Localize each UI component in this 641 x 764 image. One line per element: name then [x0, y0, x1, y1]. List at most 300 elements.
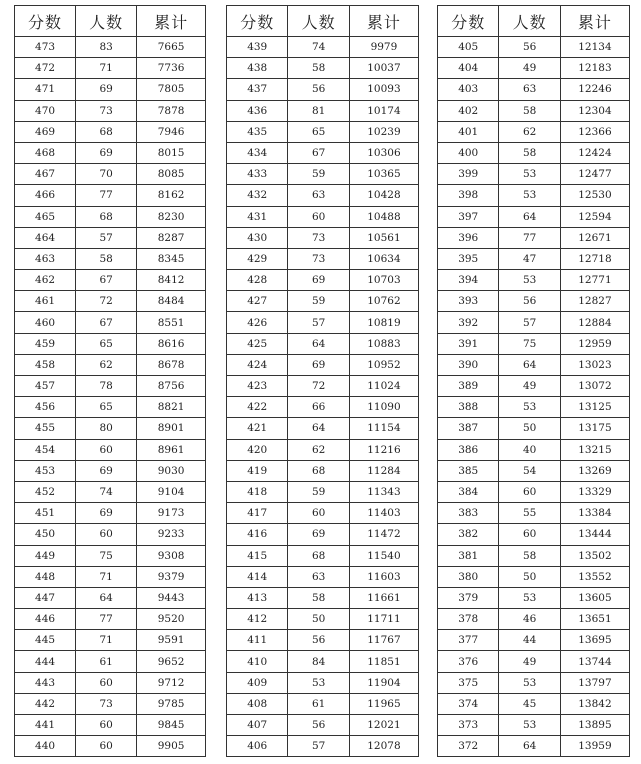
- table-row: [438, 545, 630, 566]
- cumulative-cell: 10952: [349, 354, 418, 375]
- score-cell: 469: [15, 121, 76, 142]
- count-cell: 60: [288, 503, 349, 524]
- score-cell: 394: [438, 270, 499, 291]
- score-cell: 376: [438, 651, 499, 672]
- table-row: [15, 397, 206, 418]
- score-cell: 456: [15, 397, 76, 418]
- cumulative-cell: 13895: [560, 715, 629, 736]
- count-cell: 69: [76, 460, 137, 481]
- score-cell: 427: [227, 291, 288, 312]
- cumulative-cell: 9443: [137, 587, 206, 608]
- score-cell: 435: [227, 121, 288, 142]
- score-cell: 392: [438, 312, 499, 333]
- cumulative-cell: 12594: [560, 206, 629, 227]
- count-cell: 57: [288, 312, 349, 333]
- table-row: [438, 312, 630, 333]
- table-row: [15, 100, 206, 121]
- score-cell: 399: [438, 164, 499, 185]
- table-row: [15, 736, 206, 757]
- header-count: 人数: [76, 6, 137, 37]
- score-cell: 462: [15, 270, 76, 291]
- count-cell: 75: [76, 545, 137, 566]
- table-row: [227, 460, 419, 481]
- cumulative-cell: 10819: [349, 312, 418, 333]
- table-row: [15, 58, 206, 79]
- count-cell: 50: [499, 418, 560, 439]
- table-row: [15, 79, 206, 100]
- table-row: [438, 100, 630, 121]
- count-cell: 68: [288, 460, 349, 481]
- table-row: [227, 227, 419, 248]
- cumulative-cell: 12134: [560, 37, 629, 58]
- score-cell: 423: [227, 376, 288, 397]
- count-cell: 71: [76, 58, 137, 79]
- table-row: [15, 460, 206, 481]
- cumulative-cell: 12959: [560, 333, 629, 354]
- count-cell: 71: [76, 630, 137, 651]
- table-row: [15, 333, 206, 354]
- table-row: [227, 333, 419, 354]
- cumulative-cell: 11090: [349, 397, 418, 418]
- score-cell: 445: [15, 630, 76, 651]
- cumulative-cell: 9785: [137, 693, 206, 714]
- score-cell: 466: [15, 185, 76, 206]
- score-cell: 473: [15, 37, 76, 58]
- score-cell: 424: [227, 354, 288, 375]
- cumulative-cell: 8678: [137, 354, 206, 375]
- table-row: [15, 227, 206, 248]
- table-row: [227, 312, 419, 333]
- score-table-2: [226, 5, 419, 757]
- table-row: [227, 545, 419, 566]
- count-cell: 80: [76, 418, 137, 439]
- count-cell: 73: [288, 248, 349, 269]
- table-row: [227, 609, 419, 630]
- table-row: [227, 503, 419, 524]
- score-cell: 377: [438, 630, 499, 651]
- count-cell: 69: [76, 503, 137, 524]
- cumulative-cell: 8345: [137, 248, 206, 269]
- score-cell: 400: [438, 142, 499, 163]
- table-row: [227, 79, 419, 100]
- table-row: [438, 587, 630, 608]
- table-row: [227, 376, 419, 397]
- cumulative-cell: 13072: [560, 376, 629, 397]
- table-row: [227, 100, 419, 121]
- table-row: [438, 227, 630, 248]
- cumulative-cell: 12366: [560, 121, 629, 142]
- count-cell: 60: [76, 672, 137, 693]
- cumulative-cell: 9905: [137, 736, 206, 757]
- count-cell: 50: [288, 609, 349, 630]
- score-cell: 428: [227, 270, 288, 291]
- count-cell: 67: [76, 312, 137, 333]
- score-cell: 437: [227, 79, 288, 100]
- count-cell: 59: [288, 291, 349, 312]
- cumulative-cell: 12183: [560, 58, 629, 79]
- count-cell: 72: [76, 291, 137, 312]
- cumulative-cell: 13797: [560, 672, 629, 693]
- cumulative-cell: 9712: [137, 672, 206, 693]
- table-row: [438, 566, 630, 587]
- table-row: [438, 333, 630, 354]
- score-cell: 468: [15, 142, 76, 163]
- score-cell: 381: [438, 545, 499, 566]
- cumulative-cell: 7665: [137, 37, 206, 58]
- score-table-3: [437, 5, 630, 757]
- header-score: 分数: [227, 6, 288, 37]
- count-cell: 83: [76, 37, 137, 58]
- score-cell: 375: [438, 672, 499, 693]
- table-row: [227, 270, 419, 291]
- count-cell: 63: [288, 566, 349, 587]
- score-cell: 453: [15, 460, 76, 481]
- score-cell: 458: [15, 354, 76, 375]
- header-cumulative: 累计: [137, 6, 206, 37]
- table-row: [227, 418, 419, 439]
- cumulative-cell: 11661: [349, 587, 418, 608]
- cumulative-cell: 8015: [137, 142, 206, 163]
- cumulative-cell: 12671: [560, 227, 629, 248]
- score-cell: 436: [227, 100, 288, 121]
- cumulative-cell: 12021: [349, 715, 418, 736]
- cumulative-cell: 11024: [349, 376, 418, 397]
- cumulative-cell: 8901: [137, 418, 206, 439]
- score-cell: 438: [227, 58, 288, 79]
- cumulative-cell: 8484: [137, 291, 206, 312]
- score-cell: 402: [438, 100, 499, 121]
- score-cell: 380: [438, 566, 499, 587]
- table-row: [227, 142, 419, 163]
- cumulative-cell: 13444: [560, 524, 629, 545]
- header-cumulative: 累计: [560, 6, 629, 37]
- cumulative-cell: 8616: [137, 333, 206, 354]
- count-cell: 57: [499, 312, 560, 333]
- table-row: [438, 185, 630, 206]
- count-cell: 63: [288, 185, 349, 206]
- cumulative-cell: 13502: [560, 545, 629, 566]
- score-cell: 406: [227, 736, 288, 757]
- count-cell: 58: [499, 142, 560, 163]
- count-cell: 53: [499, 715, 560, 736]
- table-row: [15, 164, 206, 185]
- score-cell: 446: [15, 609, 76, 630]
- count-cell: 65: [288, 121, 349, 142]
- count-cell: 61: [76, 651, 137, 672]
- score-cell: 390: [438, 354, 499, 375]
- count-cell: 64: [499, 206, 560, 227]
- score-cell: 422: [227, 397, 288, 418]
- count-cell: 69: [288, 524, 349, 545]
- score-cell: 421: [227, 418, 288, 439]
- cumulative-cell: 9979: [349, 37, 418, 58]
- count-cell: 75: [499, 333, 560, 354]
- score-cell: 457: [15, 376, 76, 397]
- count-cell: 68: [288, 545, 349, 566]
- count-cell: 40: [499, 439, 560, 460]
- count-cell: 67: [288, 142, 349, 163]
- cumulative-cell: 11851: [349, 651, 418, 672]
- score-cell: 420: [227, 439, 288, 460]
- table-row: [438, 672, 630, 693]
- cumulative-cell: 13384: [560, 503, 629, 524]
- table-row: [15, 503, 206, 524]
- cumulative-cell: 13023: [560, 354, 629, 375]
- table-row: [15, 418, 206, 439]
- table-row: [438, 503, 630, 524]
- table-row: [15, 37, 206, 58]
- table-row: [438, 37, 630, 58]
- score-cell: 442: [15, 693, 76, 714]
- count-cell: 55: [499, 503, 560, 524]
- score-cell: 410: [227, 651, 288, 672]
- cumulative-cell: 11284: [349, 460, 418, 481]
- cumulative-cell: 9379: [137, 566, 206, 587]
- count-cell: 62: [288, 439, 349, 460]
- table-row: [15, 291, 206, 312]
- count-cell: 77: [76, 609, 137, 630]
- count-cell: 60: [499, 524, 560, 545]
- count-cell: 74: [76, 481, 137, 502]
- cumulative-cell: 12530: [560, 185, 629, 206]
- score-cell: 433: [227, 164, 288, 185]
- score-cell: 383: [438, 503, 499, 524]
- score-cell: 378: [438, 609, 499, 630]
- table-row: [227, 354, 419, 375]
- count-cell: 47: [499, 248, 560, 269]
- score-cell: 382: [438, 524, 499, 545]
- count-cell: 81: [288, 100, 349, 121]
- score-cell: 417: [227, 503, 288, 524]
- score-cell: 452: [15, 481, 76, 502]
- table-row: [15, 566, 206, 587]
- table-row: [438, 460, 630, 481]
- count-cell: 49: [499, 58, 560, 79]
- score-cell: 441: [15, 715, 76, 736]
- score-cell: 434: [227, 142, 288, 163]
- score-cell: 470: [15, 100, 76, 121]
- table-row: [227, 672, 419, 693]
- count-cell: 70: [76, 164, 137, 185]
- score-cell: 418: [227, 481, 288, 502]
- count-cell: 57: [76, 227, 137, 248]
- score-cell: 388: [438, 397, 499, 418]
- count-cell: 49: [499, 376, 560, 397]
- cumulative-cell: 12718: [560, 248, 629, 269]
- count-cell: 68: [76, 121, 137, 142]
- score-cell: 391: [438, 333, 499, 354]
- score-table-1: [14, 5, 206, 757]
- table-row: [438, 630, 630, 651]
- table-row: [438, 121, 630, 142]
- table-row: [227, 206, 419, 227]
- score-cell: 401: [438, 121, 499, 142]
- score-cell: 439: [227, 37, 288, 58]
- count-cell: 78: [76, 376, 137, 397]
- header-row: [227, 6, 419, 37]
- score-cell: 408: [227, 693, 288, 714]
- cumulative-cell: 11904: [349, 672, 418, 693]
- cumulative-cell: 11343: [349, 481, 418, 502]
- header-count: 人数: [499, 6, 560, 37]
- score-cell: 459: [15, 333, 76, 354]
- cumulative-cell: 11711: [349, 609, 418, 630]
- table-row: [438, 609, 630, 630]
- count-cell: 58: [499, 100, 560, 121]
- table-row: [227, 291, 419, 312]
- cumulative-cell: 12827: [560, 291, 629, 312]
- cumulative-cell: 13959: [560, 736, 629, 757]
- table-row: [227, 630, 419, 651]
- table-row: [15, 312, 206, 333]
- cumulative-cell: 10174: [349, 100, 418, 121]
- table-row: [227, 58, 419, 79]
- count-cell: 69: [288, 270, 349, 291]
- table-row: [227, 121, 419, 142]
- header-cumulative: 累计: [349, 6, 418, 37]
- count-cell: 84: [288, 651, 349, 672]
- table-row: [15, 545, 206, 566]
- cumulative-cell: 9308: [137, 545, 206, 566]
- score-cell: 372: [438, 736, 499, 757]
- cumulative-cell: 11767: [349, 630, 418, 651]
- cumulative-cell: 9104: [137, 481, 206, 502]
- table-row: [15, 672, 206, 693]
- table-row: [15, 693, 206, 714]
- count-cell: 53: [499, 164, 560, 185]
- score-cell: 426: [227, 312, 288, 333]
- count-cell: 69: [76, 142, 137, 163]
- cumulative-cell: 13605: [560, 587, 629, 608]
- score-cell: 385: [438, 460, 499, 481]
- score-cell: 443: [15, 672, 76, 693]
- count-cell: 64: [499, 736, 560, 757]
- table-row: [438, 79, 630, 100]
- score-cell: 419: [227, 460, 288, 481]
- table-row: [15, 185, 206, 206]
- count-cell: 60: [76, 439, 137, 460]
- cumulative-cell: 7946: [137, 121, 206, 142]
- count-cell: 64: [76, 587, 137, 608]
- count-cell: 64: [288, 418, 349, 439]
- score-cell: 414: [227, 566, 288, 587]
- table-row: [227, 397, 419, 418]
- count-cell: 58: [288, 587, 349, 608]
- table-row: [438, 354, 630, 375]
- cumulative-cell: 10239: [349, 121, 418, 142]
- count-cell: 45: [499, 693, 560, 714]
- count-cell: 72: [288, 376, 349, 397]
- cumulative-cell: 10037: [349, 58, 418, 79]
- score-cell: 461: [15, 291, 76, 312]
- cumulative-cell: 9173: [137, 503, 206, 524]
- table-row: [438, 270, 630, 291]
- cumulative-cell: 13695: [560, 630, 629, 651]
- count-cell: 63: [499, 79, 560, 100]
- count-cell: 60: [499, 481, 560, 502]
- count-cell: 62: [76, 354, 137, 375]
- count-cell: 58: [76, 248, 137, 269]
- score-cell: 415: [227, 545, 288, 566]
- score-cell: 398: [438, 185, 499, 206]
- table-row: [15, 630, 206, 651]
- score-cell: 416: [227, 524, 288, 545]
- table-row: [438, 439, 630, 460]
- table-row: [15, 354, 206, 375]
- score-cell: 384: [438, 481, 499, 502]
- score-cell: 374: [438, 693, 499, 714]
- table-row: [227, 715, 419, 736]
- count-cell: 77: [499, 227, 560, 248]
- table-row: [15, 439, 206, 460]
- table-row: [438, 142, 630, 163]
- score-cell: 472: [15, 58, 76, 79]
- cumulative-cell: 9030: [137, 460, 206, 481]
- table-row: [227, 587, 419, 608]
- count-cell: 57: [288, 736, 349, 757]
- score-cell: 464: [15, 227, 76, 248]
- score-cell: 467: [15, 164, 76, 185]
- score-cell: 404: [438, 58, 499, 79]
- cumulative-cell: 13552: [560, 566, 629, 587]
- score-cell: 454: [15, 439, 76, 460]
- cumulative-cell: 13215: [560, 439, 629, 460]
- cumulative-cell: 12304: [560, 100, 629, 121]
- score-cell: 397: [438, 206, 499, 227]
- table-row: [227, 736, 419, 757]
- score-cell: 425: [227, 333, 288, 354]
- score-cell: 373: [438, 715, 499, 736]
- cumulative-cell: 11540: [349, 545, 418, 566]
- table-row: [15, 587, 206, 608]
- cumulative-cell: 10306: [349, 142, 418, 163]
- score-cell: 463: [15, 248, 76, 269]
- score-cell: 411: [227, 630, 288, 651]
- count-cell: 56: [499, 37, 560, 58]
- table-row: [438, 736, 630, 757]
- score-cell: 465: [15, 206, 76, 227]
- score-cell: 396: [438, 227, 499, 248]
- count-cell: 53: [288, 672, 349, 693]
- count-cell: 64: [499, 354, 560, 375]
- count-cell: 56: [288, 715, 349, 736]
- table-row: [15, 270, 206, 291]
- table-row: [227, 693, 419, 714]
- count-cell: 56: [288, 79, 349, 100]
- cumulative-cell: 13125: [560, 397, 629, 418]
- cumulative-cell: 12246: [560, 79, 629, 100]
- table-row: [227, 481, 419, 502]
- cumulative-cell: 8551: [137, 312, 206, 333]
- score-cell: 395: [438, 248, 499, 269]
- count-cell: 69: [76, 79, 137, 100]
- table-row: [15, 609, 206, 630]
- count-cell: 65: [76, 397, 137, 418]
- header-count: 人数: [288, 6, 349, 37]
- table-row: [227, 248, 419, 269]
- table-row: [438, 715, 630, 736]
- table-row: [438, 651, 630, 672]
- count-cell: 60: [288, 206, 349, 227]
- table-row: [15, 376, 206, 397]
- count-cell: 58: [288, 58, 349, 79]
- cumulative-cell: 8961: [137, 439, 206, 460]
- score-cell: 386: [438, 439, 499, 460]
- table-row: [227, 185, 419, 206]
- cumulative-cell: 10093: [349, 79, 418, 100]
- table-row: [438, 248, 630, 269]
- cumulative-cell: 9845: [137, 715, 206, 736]
